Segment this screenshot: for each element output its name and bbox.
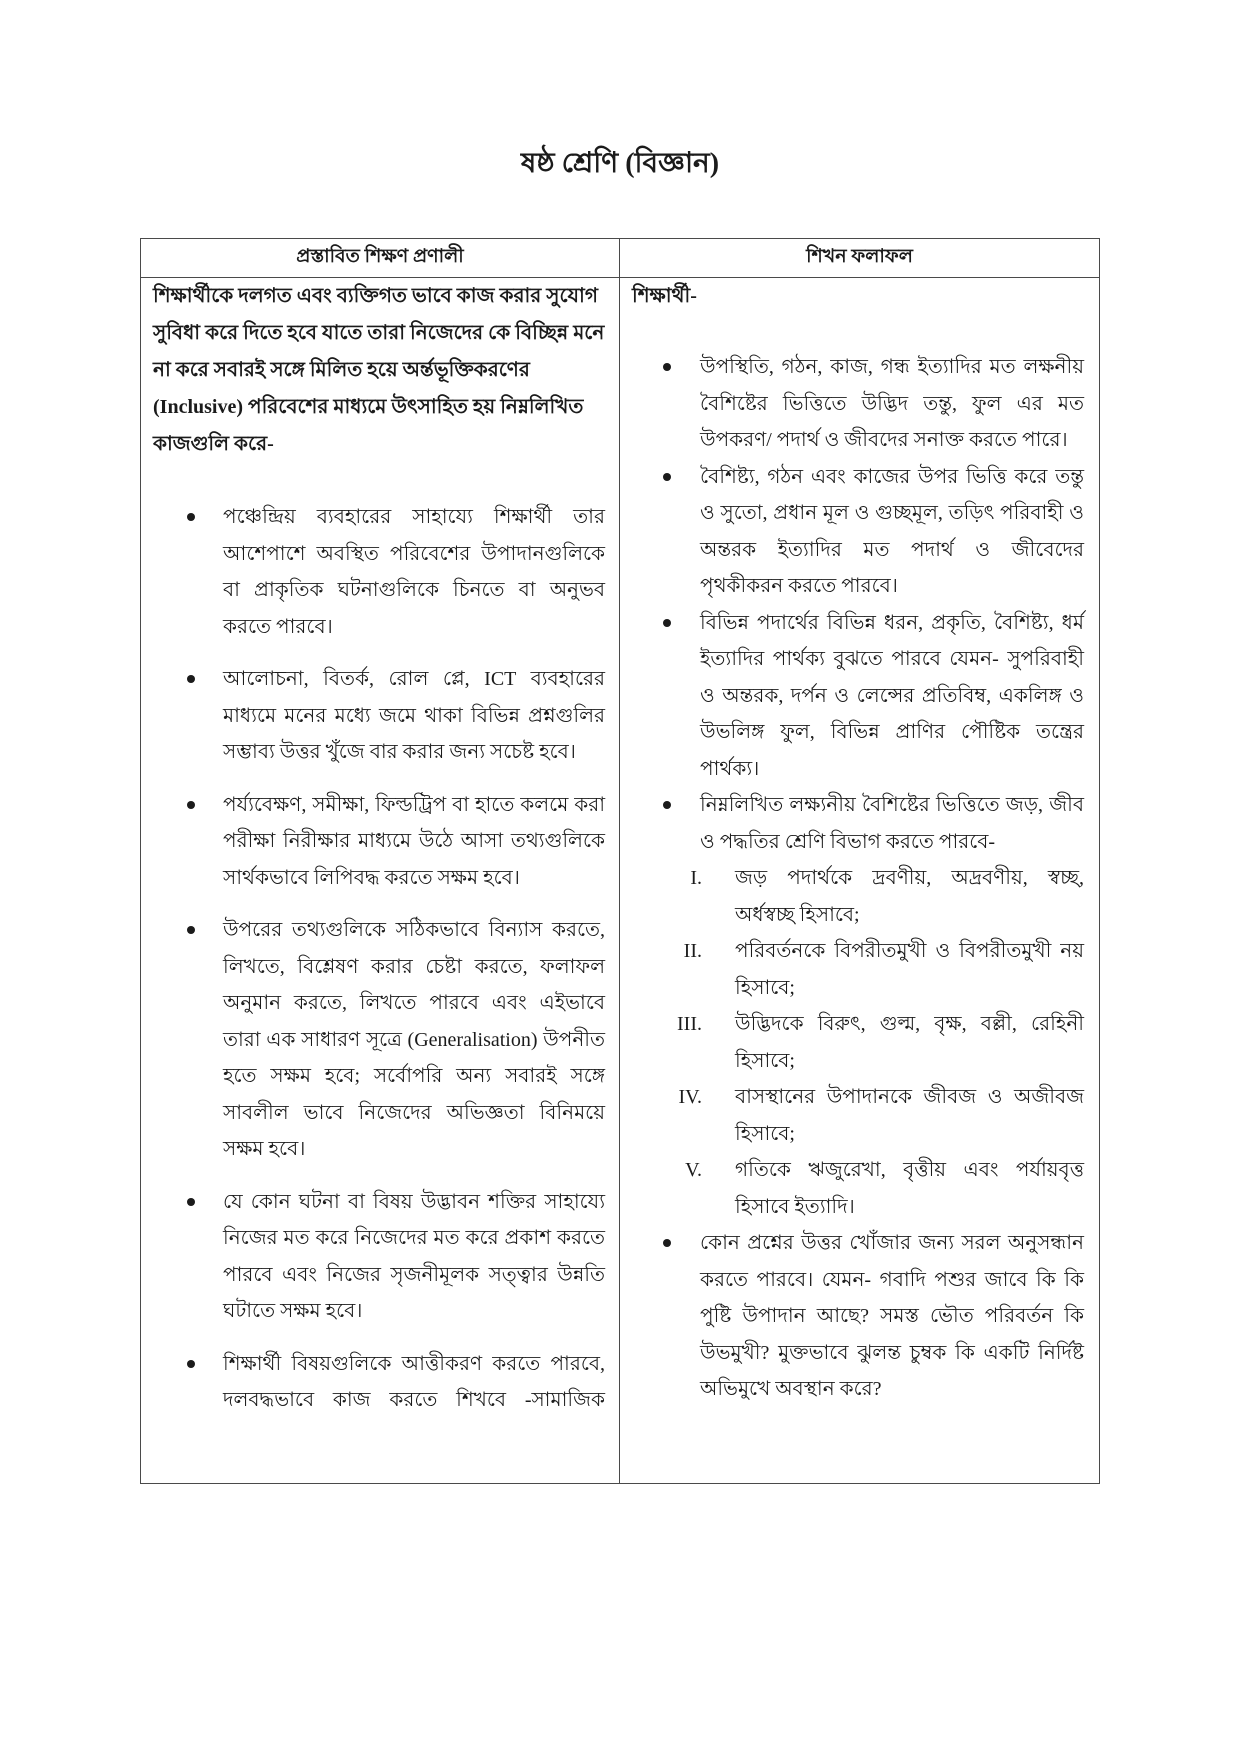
- teaching-method-item: পঞ্চেন্দ্রিয় ব্যবহারের সাহায্যে শিক্ষার্থী তার আশেপাশে অবস্থিত পরিবেশের উপাদানগুলিকে বা প্রাকৃতিক ঘটনাগুলিকে চিনতে বা অনুভব করতে পারবে।: [223, 499, 605, 645]
- roman-numeral: I.: [690, 867, 702, 889]
- learning-outcome-item: কোন প্রশ্নের উত্তর খোঁজার জন্য সরল অনুসন্ধান করতে পারবে। যেমন- গবাদি পশুর জাবে কি কি পুষ্টি উপাদান আছে? সমস্ত ভৌত পরিবর্তন কি উভমুখী? মুক্তভাবে ঝুলন্ত চুম্বক কি একটি নির্দিষ্ট অভিমুখে অবস্থান করে?: [700, 1225, 1084, 1408]
- learning-outcome-item: উপস্থিতি, গঠন, কাজ, গন্ধ ইত্যাদির মত লক্ষনীয় বৈশিষ্টের ভিত্তিতে উদ্ভিদ তন্তু, ফুল এর মত উপকরণ/ পদার্থ ও জীবদের সনাক্ত করতে পারে।: [700, 349, 1084, 459]
- syllabus-table: [140, 238, 1100, 1484]
- learning-outcomes-intro: শিক্ষার্থী-: [632, 285, 697, 307]
- classification-text: জড় পদার্থকে দ্রবণীয়, অদ্রবণীয়, স্বচ্ছ, অর্ধস্বচ্ছ হিসাবে;: [735, 867, 1084, 926]
- table-body-row: [141, 278, 1099, 1483]
- roman-numeral: V.: [685, 1159, 702, 1181]
- classification-item: [654, 860, 1084, 933]
- classification-text: গতিকে ঋজুরেখা, বৃত্তীয় এবং পর্যায়বৃত্ত হিসাবে ইত্যাদি।: [735, 1159, 1084, 1218]
- roman-numeral: IV.: [678, 1086, 702, 1108]
- teaching-method-list: [153, 499, 605, 1419]
- teaching-method-intro: শিক্ষার্থীকে দলগত এবং ব্যক্তিগত ভাবে কাজ করার সুযোগ সুবিধা করে দিতে হবে যাতে তারা নিজেদের কে বিচ্ছিন্ন মনে না করে সবারই সঙ্গে মিলিত হয়ে অর্ন্তভূক্তিকরণের (Inclusive) পরিবেশের মাধ্যমে উৎসাহিত হয় নিম্নলিখিত কাজগুলি করে-: [153, 285, 605, 455]
- learning-outcome-item: বিভিন্ন পদার্থের বিভিন্ন ধরন, প্রকৃতি, বৈশিষ্ট্য, ধর্ম ইত্যাদির পার্থক্য বুঝতে পারবে যেমন- সুপরিবাহী ও অন্তরক, দর্পন ও লেন্সের প্রতিবিম্ব, একলিঙ্গ ও উভলিঙ্গ ফুল, বিভিন্ন প্রাণির পৌষ্টিক তন্ত্রের পার্থক্য।: [700, 605, 1084, 788]
- header-proposed-teaching-method: প্রস্তাবিত শিক্ষণ প্রণালী: [141, 239, 620, 277]
- classification-text: পরিবর্তনকে বিপরীতমুখী ও বিপরীতমুখী নয় হিসাবে;: [735, 940, 1084, 999]
- learning-outcome-item: নিম্নলিখিত লক্ষ্যনীয় বৈশিষ্টের ভিত্তিতে জড়, জীব ও পদ্ধতির শ্রেণি বিভাগ করতে পারবে-: [700, 787, 1084, 860]
- classification-item: [654, 1152, 1084, 1225]
- teaching-method-item: পর্য্যবেক্ষণ, সমীক্ষা, ফিল্ডট্রিপ বা হাতে কলমে করা পরীক্ষা নিরীক্ষার মাধ্যমে উঠে আসা তথ্যগুলিকে সার্থকভাবে লিপিবদ্ধ করতে সক্ষম হবে।: [223, 787, 605, 897]
- learning-outcomes-list-continued: [632, 1225, 1084, 1408]
- teaching-method-item: শিক্ষার্থী বিষয়গুলিকে আত্তীকরণ করতে পারবে, দলবদ্ধভাবে কাজ করতে শিখবে -সামাজিক: [223, 1346, 605, 1419]
- learning-outcomes-list: [632, 349, 1084, 860]
- learning-outcome-item: বৈশিষ্ট্য, গঠন এবং কাজের উপর ভিত্তি করে তন্তু ও সুতো, প্রধান মূল ও গুচ্ছমূল, তড়িৎ পরিবাহী ও অন্তরক ইত্যাদির মত পদার্থ ও জীবেদের পৃথকীকরন করতে পারবে।: [700, 459, 1084, 605]
- classification-text: বাসস্থানের উপাদানকে জীবজ ও অজীবজ হিসাবে;: [735, 1086, 1084, 1145]
- classification-item: [654, 1006, 1084, 1079]
- table-header-row: [141, 239, 1099, 278]
- learning-outcomes-cell: [620, 278, 1099, 1483]
- teaching-method-item: আলোচনা, বিতর্ক, রোল প্লে, ICT ব্যবহারের মাধ্যমে মনের মধ্যে জমে থাকা বিভিন্ন প্রশ্নগুলির সম্ভাব্য উত্তর খুঁজে বার করার জন্য সচেষ্ট হবে।: [223, 661, 605, 771]
- teaching-method-item: যে কোন ঘটনা বা বিষয় উদ্ভাবন শক্তির সাহায্যে নিজের মত করে নিজেদের মত করে প্রকাশ করতে পারবে এবং নিজের সৃজনীমূলক সত্ত্বার উন্নতি ঘটাতে সক্ষম হবে।: [223, 1184, 605, 1330]
- teaching-method-cell: [141, 278, 620, 1483]
- header-learning-outcomes: শিখন ফলাফল: [806, 246, 913, 267]
- classification-item: [654, 1079, 1084, 1152]
- roman-numeral: II.: [683, 940, 702, 962]
- classification-item: [654, 933, 1084, 1006]
- classification-sublist: [632, 860, 1084, 1225]
- page-title: ষষ্ঠ শ্রেণি (বিজ্ঞান): [520, 148, 720, 179]
- classification-text: উদ্ভিদকে বিরুৎ, গুল্ম, বৃক্ষ, বল্লী, রেহিনী হিসাবে;: [735, 1013, 1084, 1072]
- teaching-method-item: উপরের তথ্যগুলিকে সঠিকভাবে বিন্যাস করতে, লিখতে, বিশ্লেষণ করার চেষ্টা করতে, ফলাফল অনুমান করতে, লিখতে পারবে এবং এইভাবে তারা এক সাধারণ সূত্রে (Generalisation) উপনীত হতে সক্ষম হবে; সর্বোপরি অন্য সবারই সঙ্গে সাবলীল ভাবে নিজেদের অভিজ্ঞতা বিনিময়ে সক্ষম হবে।: [223, 912, 605, 1168]
- roman-numeral: III.: [677, 1013, 702, 1035]
